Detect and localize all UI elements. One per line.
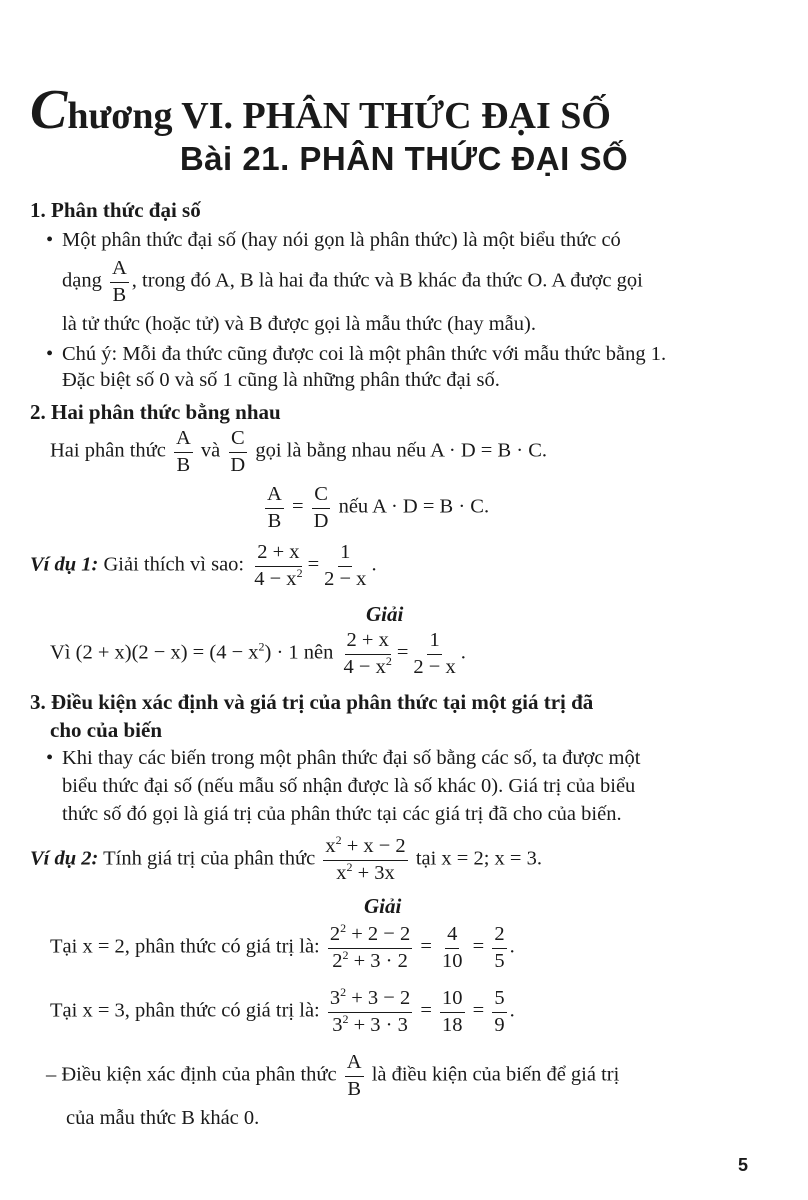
- example-2-solution-heading: Giải: [364, 894, 402, 918]
- section-3-heading-line-2: cho của biến: [50, 718, 163, 742]
- section-3-heading-line-1: 3. Điều kiện xác định và giá trị của phân thức tại một giá trị đã: [30, 690, 594, 714]
- example-1: Ví dụ 1: Giải thích vì sao: $\frac{2 + x}{4 - x^2}$ = $\frac{1}{2 - x}$ .: [30, 541, 377, 590]
- s2-equality-formula: $\frac{A}{B}$ = $\frac{C}{D}$ nếu A · D = B · C.: [267, 483, 490, 532]
- s1-bullet-1-line-1: • Một phân thức đại số (hay nói gọn là phân thức) là một biểu thức có: [46, 229, 621, 251]
- s3-bullet-line-1: • Khi thay các biến trong một phân thức đại số bằng các số, ta được một: [46, 747, 641, 769]
- lesson-title: Bài 21. PHÂN THỨC ĐẠI SỐ: [179, 140, 629, 177]
- s1-bullet-1-line-2: dạng $\frac{A}{B}$ , trong đó A, B là hai đa thức và B khác đa thức O. A được gọi: [62, 257, 643, 306]
- example-1-solution: Vì $(2 + x)(2 - x) = (4 - x^2) \cdot 1$ nên $\frac{2 + x}{4 - x^2}$ = $\frac{1}{2 - x}$ .: [50, 629, 466, 678]
- fraction-a-b: $\frac{A}{B}$: [111, 257, 127, 306]
- example-2: Ví dụ 2: Tính giá trị của phân thức $\frac{x^2 + x - 2}{x^2 + 3x}$ tại x = 2; x = 3.: [30, 833, 542, 884]
- page-number: 5: [737, 1155, 748, 1175]
- chapter-title: Chương VI. PHÂN THỨC ĐẠI SỐ: [30, 79, 611, 141]
- s1-bullet-2-line-1: • Chú ý: Mỗi đa thức cũng được coi là một phân thức với mẫu thức bằng 1.: [46, 343, 667, 365]
- s1-bullet-1-line-3: là tử thức (hoặc tử) và B được gọi là mẫu thức (hay mẫu).: [62, 313, 536, 335]
- example-2-value-x3: Tại x = 3, phân thức có giá trị là: $\frac{3^2 + 3 - 2}{3^2 + 3 \cdot 3}$ = $\frac{10}{18}$ = $\frac{5}{9}$ .: [50, 985, 515, 1036]
- s3-bullet-line-3: thức số đó gọi là giá trị của phân thức tại các giá trị đã cho của biến.: [62, 803, 622, 825]
- s2-definition-line: Hai phân thức $\frac{A}{B}$ và $\frac{C}{D}$ gọi là bằng nhau nếu A · D = B · C.: [50, 427, 548, 476]
- s3-bullet-line-2: biểu thức đại số (nếu mẫu số nhận được là số khác 0). Giá trị của biểu: [62, 775, 636, 797]
- example-1-solution-heading: Giải: [366, 602, 404, 626]
- domain-condition-line-1: – Điều kiện xác định của phân thức $\frac{A}{B}$ là điều kiện của biến để giá trị: [46, 1051, 620, 1100]
- section-1-heading: 1. Phân thức đại số: [30, 198, 201, 222]
- s1-bullet-2-line-2: Đặc biệt số 0 và số 1 cũng là những phân thức đại số.: [62, 369, 500, 391]
- domain-condition-line-2: của mẫu thức B khác 0.: [66, 1107, 260, 1129]
- example-2-value-x2: Tại x = 2, phân thức có giá trị là: $\frac{2^2 + 2 - 2}{2^2 + 3 \cdot 2}$ = $\frac{4}{10}$ = $\frac{2}{5}$ .: [50, 921, 515, 972]
- section-2-heading: 2. Hai phân thức bằng nhau: [30, 400, 281, 424]
